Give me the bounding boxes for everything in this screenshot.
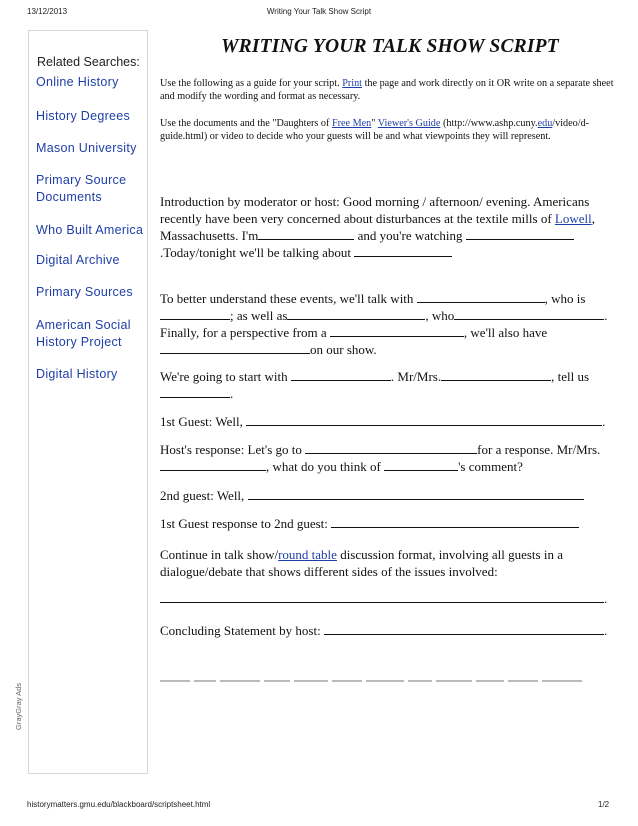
related-link-history-degrees[interactable]: History Degrees <box>36 109 131 123</box>
host-response-paragraph: Host's response: Let's go to for a response. Mr/Mrs., what do you think of 's comment? <box>160 442 601 474</box>
start-with-paragraph: We're going to start with . Mr/Mrs. , tell us . <box>160 369 590 401</box>
intro-by-host-paragraph: Introduction by moderator or host: Good morning / afternoon/ evening. Americans recently have been very concerned about disturbances at the textile mills of Lowell, Massachusetts. I'm and you're watching .Today/tonight we'll be talking about <box>160 194 595 260</box>
lowell-link[interactable]: Lowell <box>554 211 592 226</box>
footer-page-number: 1/2 <box>598 800 610 809</box>
blank-discussion[interactable] <box>160 590 604 603</box>
related-link-digital-history[interactable]: Digital History <box>36 367 118 381</box>
page-title: WRITING YOUR TALK SHOW SCRIPT <box>221 36 559 57</box>
blank-show-name[interactable] <box>466 227 574 240</box>
related-link-primary-sources[interactable]: Primary Sources <box>36 285 133 299</box>
footer-url: historymatters.gmu.edu/blackboard/scriptsheet.html <box>27 800 211 809</box>
header-date: 13/12/2013 <box>27 7 68 16</box>
blank-topic[interactable] <box>354 244 452 257</box>
edu-link[interactable]: edu <box>537 118 553 129</box>
guests-introduction-paragraph: To better understand these events, we'll talk with , who is; as well as , who . Finally, for a perspective from a , we'll also haveon our show. <box>160 291 608 357</box>
cut-off-text-line <box>160 680 600 686</box>
intro-print-instructions: Use the following as a guide for your script. Print the page and work directly on it OR write on a separate sheet and modify the wording and format as necessary. <box>160 78 614 102</box>
blank-first-guest[interactable] <box>291 368 391 381</box>
related-link-primary-source-documents[interactable]: Primary Source Documents <box>36 173 127 204</box>
blank-first-guest-statement[interactable] <box>246 413 602 426</box>
blank-comment-guest[interactable] <box>384 458 458 471</box>
concluding-statement-line: Concluding Statement by host: . <box>160 623 608 638</box>
related-searches-sidebar <box>28 30 148 774</box>
intro-documents-instructions: Use the documents and the "Daughters of Free Men" Viewer's Guide (http://www.ashp.cuny.edu/video/d-guide.html) or video to decide who your guests will be and what viewpoints they will represent. <box>160 118 590 142</box>
blank-guest-3[interactable] <box>160 341 310 354</box>
blank-guest-1-role[interactable] <box>160 307 230 320</box>
related-link-mason-university[interactable]: Mason University <box>36 141 137 155</box>
related-searches-heading: Related Searches: <box>37 55 140 69</box>
related-link-online-history[interactable]: Online History <box>36 75 119 89</box>
ads-label: GrayGray Ads <box>14 682 23 730</box>
blank-first-guest-response[interactable] <box>331 515 579 528</box>
blank-response-guest[interactable] <box>305 441 477 454</box>
blank-question[interactable] <box>160 385 230 398</box>
blank-response-name[interactable] <box>160 458 266 471</box>
blank-guest-2-role[interactable] <box>454 307 604 320</box>
first-guest-line: 1st Guest: Well, . <box>160 414 606 429</box>
discussion-format-paragraph: Continue in talk show/round table discussion format, involving all guests in a dialogue/debate that shows different sides of the issues involved: <box>160 547 563 579</box>
discussion-blank-line: . <box>160 590 620 607</box>
blank-host-name[interactable] <box>258 227 354 240</box>
header-title: Writing Your Talk Show Script <box>266 7 372 16</box>
related-link-digital-archive[interactable]: Digital Archive <box>36 253 120 267</box>
related-link-american-social-history-project[interactable]: American Social History Project <box>36 318 131 349</box>
blank-guest-2[interactable] <box>287 307 425 320</box>
first-guest-response-line: 1st Guest response to 2nd guest: <box>160 515 620 532</box>
blank-concluding-statement[interactable] <box>324 622 604 635</box>
blank-guest-1[interactable] <box>417 290 545 303</box>
blank-second-guest-statement[interactable] <box>248 487 584 500</box>
viewers-guide-link[interactable]: Viewer's Guide <box>377 118 441 129</box>
second-guest-line: 2nd guest: Well, <box>160 487 620 504</box>
round-table-link[interactable]: round table <box>278 547 337 562</box>
print-link[interactable]: Print <box>342 78 363 89</box>
free-men-link[interactable]: Free Men <box>331 118 372 129</box>
related-link-who-built-america[interactable]: Who Built America <box>36 223 144 237</box>
blank-first-guest-name[interactable] <box>441 368 551 381</box>
blank-perspective[interactable] <box>330 324 464 337</box>
